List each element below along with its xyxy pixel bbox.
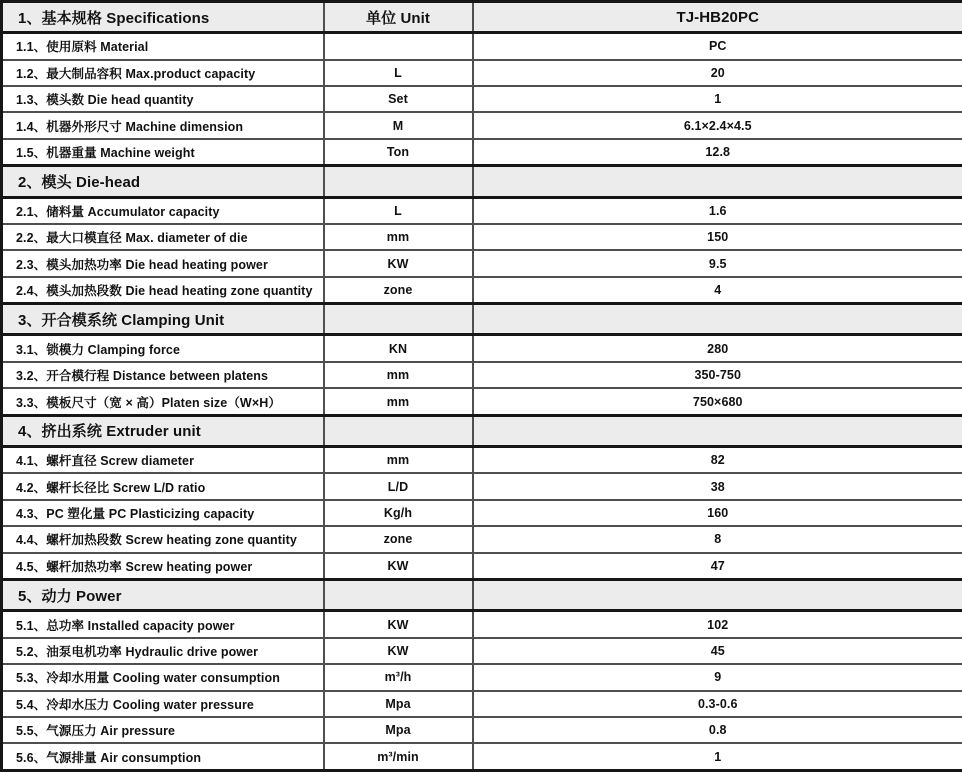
spec-label-cell: 4.1、螺杆直径 Screw diameter [2,447,324,474]
unit-cell: mm [324,447,473,474]
value-cell: 45 [473,638,962,664]
spec-label-cell: 4.5、螺杆加热功率 Screw heating power [2,553,324,580]
spec-label-cell: 3.1、锁模力 Clamping force [2,335,324,362]
unit-cell [324,304,473,335]
spec-label-cell: 5.2、油泵电机功率 Hydraulic drive power [2,638,324,664]
spec-label-cell: 2.2、最大口模直径 Max. diameter of die [2,224,324,250]
unit-cell: L [324,197,473,224]
table-row [2,112,962,138]
spec-label-cell: 1.3、模头数 Die head quantity [2,86,324,112]
section-title-cell: 1、基本规格 Specifications [2,2,324,33]
value-cell [473,415,962,446]
value-cell: PC [473,33,962,60]
unit-cell [324,415,473,446]
table-row [2,553,962,580]
table-row [2,717,962,743]
section-header-row [2,580,962,611]
unit-cell: mm [324,224,473,250]
table-row [2,60,962,86]
value-cell: 1 [473,86,962,112]
value-cell: 102 [473,611,962,638]
unit-cell: Set [324,86,473,112]
unit-cell: KW [324,250,473,276]
spec-label-cell: 4.4、螺杆加热段数 Screw heating zone quantity [2,526,324,552]
section-header-row [2,415,962,446]
table-row [2,447,962,474]
table-row [2,224,962,250]
unit-cell: Kg/h [324,500,473,526]
spec-label-cell: 5.3、冷却水用量 Cooling water consumption [2,664,324,690]
unit-cell: zone [324,277,473,304]
spec-label-cell: 5.5、气源压力 Air pressure [2,717,324,743]
unit-cell: Mpa [324,717,473,743]
section-title-cell: 3、开合模系统 Clamping Unit [2,304,324,335]
section-title-cell: 2、模头 Die-head [2,166,324,197]
value-cell: 750×680 [473,388,962,415]
unit-cell [324,580,473,611]
table-row [2,277,962,304]
unit-cell: mm [324,362,473,388]
table-row [2,197,962,224]
unit-cell: m³/min [324,743,473,770]
value-cell [473,580,962,611]
value-cell: 150 [473,224,962,250]
value-cell: 0.3-0.6 [473,691,962,717]
spec-label-cell: 3.3、模板尺寸（宽 × 高）Platen size（W×H） [2,388,324,415]
spec-label-cell: 5.1、总功率 Installed capacity power [2,611,324,638]
unit-cell: L [324,60,473,86]
unit-cell: mm [324,388,473,415]
value-cell: 160 [473,500,962,526]
model-column-header-cell: TJ-HB20PC [473,2,962,33]
value-cell: 20 [473,60,962,86]
spec-label-cell: 3.2、开合模行程 Distance between platens [2,362,324,388]
table-row [2,664,962,690]
table-row [2,638,962,664]
unit-cell: KW [324,611,473,638]
value-cell: 6.1×2.4×4.5 [473,112,962,138]
unit-cell: KN [324,335,473,362]
spec-label-cell: 5.4、冷却水压力 Cooling water pressure [2,691,324,717]
value-cell [473,304,962,335]
unit-cell: zone [324,526,473,552]
value-cell: 82 [473,447,962,474]
value-cell: 280 [473,335,962,362]
value-cell: 9.5 [473,250,962,276]
unit-cell: M [324,112,473,138]
value-cell: 8 [473,526,962,552]
table-row [2,526,962,552]
spec-label-cell: 1.5、机器重量 Machine weight [2,139,324,166]
spec-label-cell: 1.2、最大制品容积 Max.product capacity [2,60,324,86]
value-cell: 9 [473,664,962,690]
value-cell: 0.8 [473,717,962,743]
unit-cell: Ton [324,139,473,166]
spec-label-cell: 4.3、PC 塑化量 PC Plasticizing capacity [2,500,324,526]
unit-column-header-cell: 单位 Unit [324,2,473,33]
spec-label-cell: 2.3、模头加热功率 Die head heating power [2,250,324,276]
value-cell [473,166,962,197]
unit-cell: KW [324,553,473,580]
table-row [2,473,962,499]
unit-cell [324,166,473,197]
section-title-cell: 5、动力 Power [2,580,324,611]
section-header-row [2,304,962,335]
unit-cell [324,33,473,60]
value-cell: 47 [473,553,962,580]
unit-cell: KW [324,638,473,664]
table-row [2,250,962,276]
value-cell: 4 [473,277,962,304]
spec-label-cell: 1.4、机器外形尺寸 Machine dimension [2,112,324,138]
value-cell: 38 [473,473,962,499]
spec-label-cell: 5.6、气源排量 Air consumption [2,743,324,770]
spec-label-cell: 2.1、储料量 Accumulator capacity [2,197,324,224]
table-row [2,743,962,770]
section-title-cell: 4、挤出系统 Extruder unit [2,415,324,446]
section-header-row [2,166,962,197]
unit-cell: L/D [324,473,473,499]
table-row [2,139,962,166]
table-row [2,500,962,526]
section-header-row [2,2,962,33]
table-row [2,691,962,717]
unit-cell: Mpa [324,691,473,717]
unit-cell: m³/h [324,664,473,690]
value-cell: 1.6 [473,197,962,224]
table-row [2,33,962,60]
value-cell: 1 [473,743,962,770]
spec-label-cell: 4.2、螺杆长径比 Screw L/D ratio [2,473,324,499]
value-cell: 350-750 [473,362,962,388]
table-row [2,86,962,112]
table-row [2,335,962,362]
table-row [2,388,962,415]
spec-label-cell: 1.1、使用原料 Material [2,33,324,60]
spec-label-cell: 2.4、模头加热段数 Die head heating zone quantity [2,277,324,304]
value-cell: 12.8 [473,139,962,166]
table-row [2,611,962,638]
table-row [2,362,962,388]
